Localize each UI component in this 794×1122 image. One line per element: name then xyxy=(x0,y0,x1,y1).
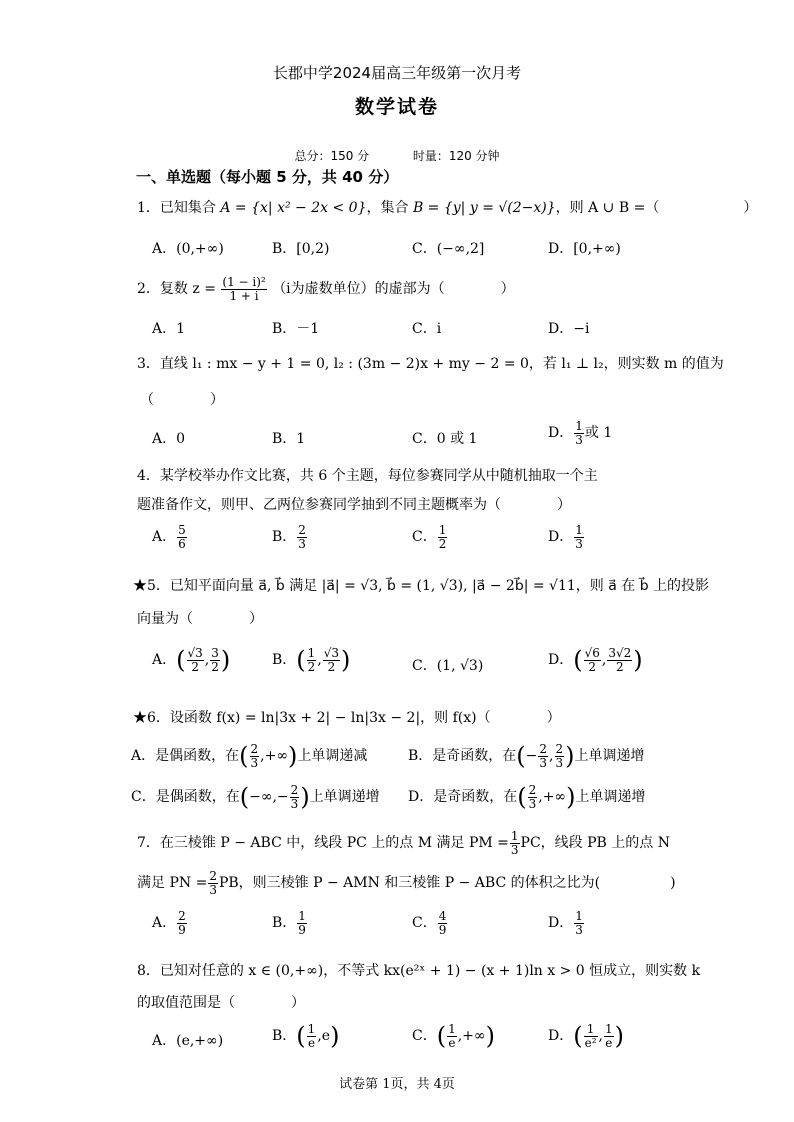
q4-option-c: C． $\frac{1}{2}$ xyxy=(412,523,447,551)
q6-option-d: D．是奇函数，在( $\frac{2}{3}$ ,+∞)上单调递增 xyxy=(408,782,646,811)
q8-option-c: C．( $\frac{1}{e}$ ,+∞) xyxy=(412,1021,495,1050)
q7-option-b: B． $\frac{1}{9}$ xyxy=(272,909,306,937)
fraction: $\frac{\text{(1 − i)²}}{1 + i}$ xyxy=(222,275,266,303)
question-number: 2． xyxy=(137,281,160,298)
question-text: 某学校举办作文比赛，共 6 个主题，每位参赛同学从中随机抽取一个主 xyxy=(159,468,598,484)
question-7-line-2: 满足 PN = $\frac{2}{3}$ PB，则三棱锥 P − AMN 和三棱锥 P − ABC 的体积之比为( ) xyxy=(137,869,676,897)
math-expression: A = {x| x² − 2x < 0} xyxy=(220,200,367,216)
q3-option-b: B．1 xyxy=(272,431,306,447)
q7-option-a: A． $\frac{2}{9}$ xyxy=(152,909,186,937)
question-8-line-1 xyxy=(137,960,700,980)
question-5-line-2: 向量为（ ） xyxy=(137,611,263,627)
question-5-line-1 xyxy=(133,575,709,595)
question-8-line-2: 的取值范围是（ ） xyxy=(137,995,305,1011)
question-text: 已知平面向量 a⃗, b⃗ 满足 |a⃗| = √3, b⃗ = (1, √3), |a⃗ − 2b⃗| = √11，则 a⃗ 在 b⃗ 上的投影 xyxy=(169,578,710,594)
q1-option-b: B．[0,2) xyxy=(272,241,330,257)
question-6 xyxy=(133,707,561,727)
question-number: 1． xyxy=(137,200,160,216)
q2-option-c: C．i xyxy=(412,321,442,337)
question-text: ，则 A ∪ B =（ ） xyxy=(555,200,758,216)
q6-option-b: B．是奇函数，在(− $\frac{2}{3}$ , $\frac{2}{3}$ )上单调递增 xyxy=(408,741,645,770)
question-text: ，集合 xyxy=(366,200,409,216)
question-4-line-1 xyxy=(137,465,598,485)
q4-option-d: D． $\frac{1}{3}$ xyxy=(548,523,583,551)
question-number: ★6． xyxy=(133,710,170,726)
total-score: 总分：150 分 xyxy=(294,149,370,163)
q6-option-a: A．是偶函数，在( $\frac{2}{3}$ ,+∞)上单调递减 xyxy=(131,741,368,770)
q4-option-a: A． $\frac{5}{6}$ xyxy=(152,523,186,551)
q7-option-c: C． $\frac{4}{9}$ xyxy=(412,909,447,937)
q5-option-a: A．( $\frac{√3}{2}$ , $\frac{3}{2}$ ) xyxy=(152,645,231,674)
q5-option-b: B．( $\frac{1}{2}$ , $\frac{√3}{2}$ ) xyxy=(272,645,351,674)
question-4-line-2: 题准备作文，则甲、乙两位参赛同学抽到不同主题概率为（ ） xyxy=(137,497,571,513)
question-3 xyxy=(137,353,724,373)
question-1 xyxy=(137,197,757,217)
question-text: 直线 l₁ : mx − y + 1 = 0, l₂ : (3m − 2)x + my − 2 = 0，若 l₁ ⊥ l₂，则实数 m 的值为 xyxy=(159,356,724,372)
question-number: 7． xyxy=(137,835,160,852)
exam-meta xyxy=(0,147,794,164)
q3-option-d: D． $\frac{1}{3}$ 或 1 xyxy=(548,419,613,447)
time-limit: 时量：120 分钟 xyxy=(412,149,500,163)
q1-option-d: D．[0,+∞) xyxy=(548,241,621,257)
question-number: 3． xyxy=(137,356,160,372)
q3-option-c: C．0 或 1 xyxy=(412,431,478,447)
q1-option-a: A．(0,+∞) xyxy=(152,241,224,257)
math-expression: B = {y| y = √(2−x)} xyxy=(412,200,556,216)
question-text: （i为虚数单位）的虚部为（ ） xyxy=(272,281,515,298)
q2-option-b: B．－1 xyxy=(272,321,320,337)
q1-option-c: C．(−∞,2] xyxy=(412,241,485,257)
q4-option-b: B． $\frac{2}{3}$ xyxy=(272,523,306,551)
fraction: $\frac{1}{3}$ xyxy=(575,419,583,447)
q8-option-d: D．( $\frac{1}{\text{e²}}$ , $\frac{1}{e}$ ) xyxy=(548,1021,624,1050)
q6-option-c: C．是偶函数，在(−∞,− $\frac{2}{3}$ )上单调递增 xyxy=(131,782,380,811)
q8-option-a: A．(e,+∞) xyxy=(152,1033,224,1049)
question-text: 复数 z = xyxy=(159,281,216,298)
section-title: 一、单选题（每小题 5 分，共 40 分） xyxy=(136,168,399,186)
question-text: 已知集合 xyxy=(159,200,216,216)
q2-option-d: D．−i xyxy=(548,321,590,337)
question-number: ★5． xyxy=(133,578,170,594)
question-7-line-1: 7．在三棱锥 P − ABC 中，线段 PC 上的点 M 满足 PM = $\frac{1}{3}$ PC，线段 PB 上的点 N xyxy=(137,829,670,857)
page-footer: 试卷第 1页，共 4页 xyxy=(339,1077,455,1092)
school-title: 长郡中学2024届高三年级第一次月考 xyxy=(272,64,522,82)
q2-option-a: A．1 xyxy=(152,321,186,337)
answer-paren: （ ） xyxy=(140,392,224,408)
q8-option-b: B．( $\frac{1}{e}$ ,e) xyxy=(272,1021,340,1050)
subject-title: 数学试卷 xyxy=(354,96,439,118)
q5-option-d: D．( $\frac{√6}{2}$ , $\frac{3√2}{2}$ ) xyxy=(548,645,643,674)
question-number: 8． xyxy=(137,963,160,979)
q7-option-d: D． $\frac{1}{3}$ xyxy=(548,909,583,937)
q5-option-c: C．(1, √3) xyxy=(412,658,484,674)
q3-option-a: A．0 xyxy=(152,431,186,447)
question-text: 已知对任意的 x ∈ (0,+∞)，不等式 kx(e²ˣ + 1) − (x + 1)ln x > 0 恒成立，则实数 k xyxy=(159,963,701,979)
question-number: 4． xyxy=(137,468,160,484)
question-text: 设函数 f(x) = ln|3x + 2| − ln|3x − 2|，则 f(x)（ ） xyxy=(169,710,561,726)
question-2 xyxy=(137,276,515,302)
